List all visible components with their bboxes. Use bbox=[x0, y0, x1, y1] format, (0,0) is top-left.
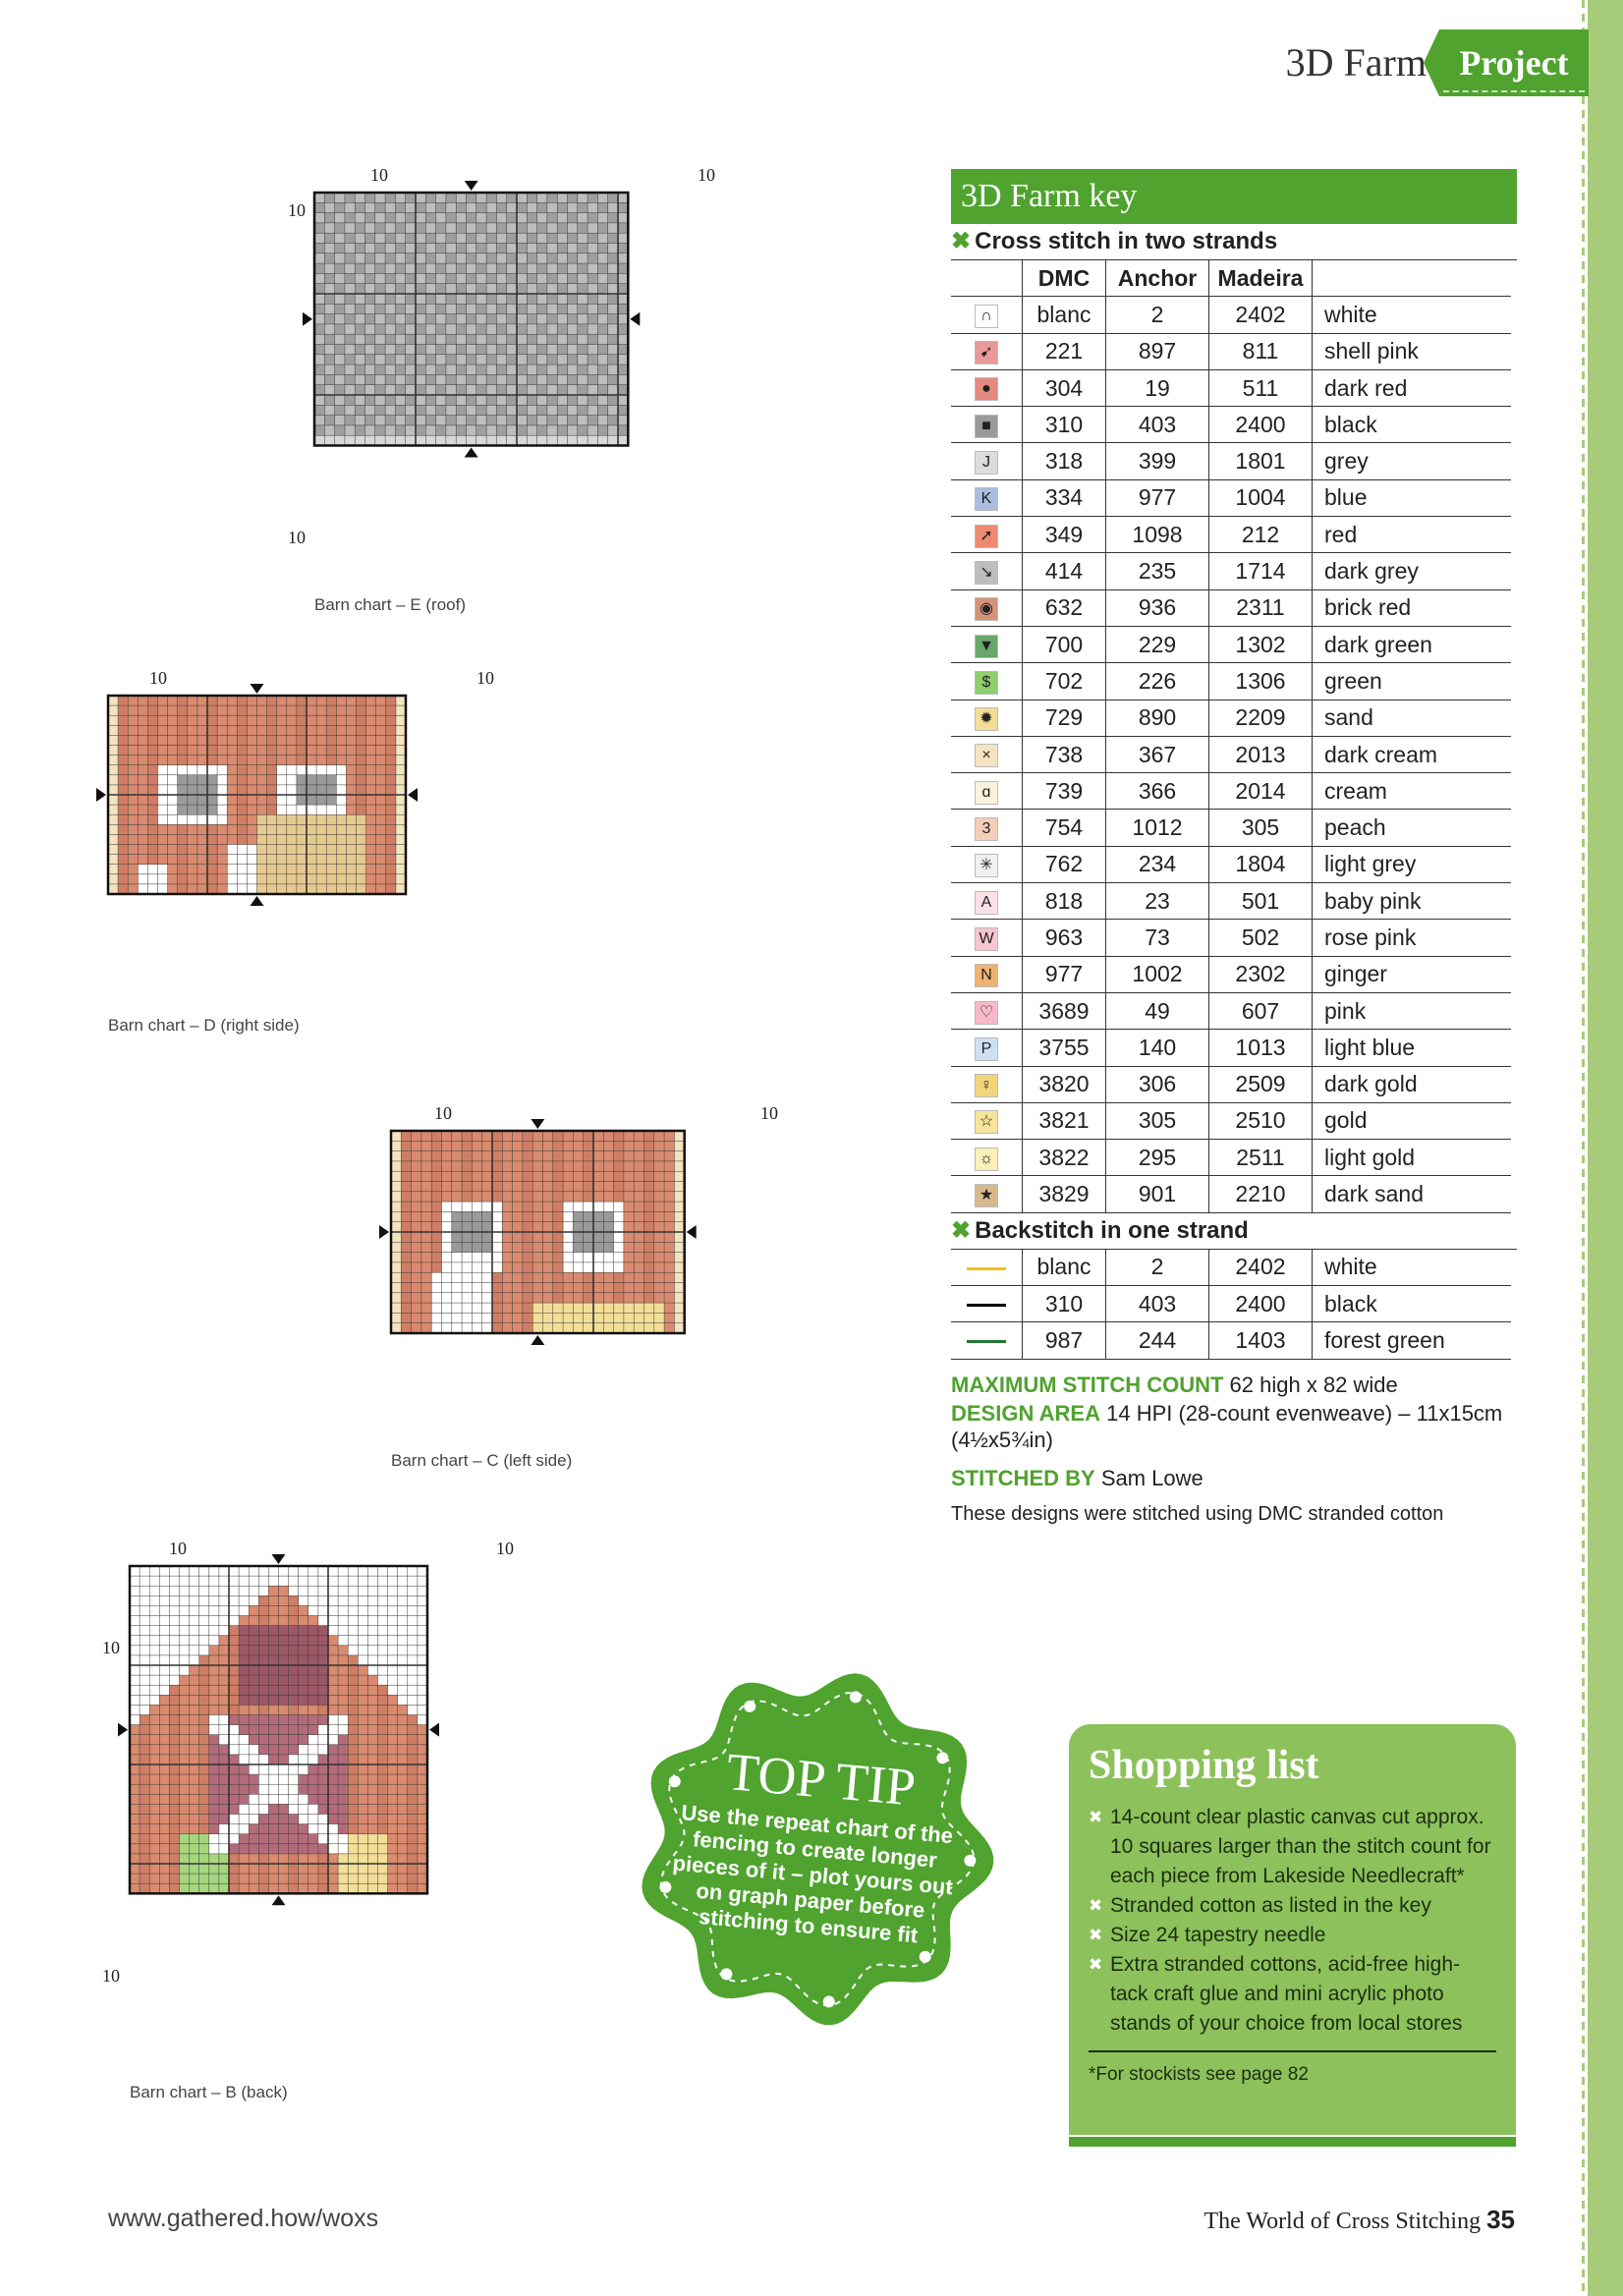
dmc-code: 818 bbox=[1023, 883, 1106, 920]
madeira-code: 1801 bbox=[1209, 443, 1313, 479]
key-row bbox=[951, 626, 1511, 662]
page-edge-strip bbox=[1588, 0, 1623, 2296]
madeira-code: 2400 bbox=[1209, 1286, 1313, 1322]
key-row bbox=[951, 1030, 1511, 1066]
symbol-swatch: ɑ bbox=[975, 781, 998, 805]
madeira-code: 1004 bbox=[1209, 479, 1313, 516]
backstitch-line bbox=[967, 1267, 1006, 1270]
anchor-code: 1012 bbox=[1106, 810, 1209, 846]
footer-magazine: The World of Cross Stitching 35 bbox=[1203, 2205, 1515, 2234]
anchor-code: 235 bbox=[1106, 553, 1209, 589]
dmc-code: 221 bbox=[1023, 333, 1106, 369]
madeira-code: 1013 bbox=[1209, 1030, 1313, 1066]
dmc-code: 310 bbox=[1023, 407, 1106, 443]
axis-label: 10 bbox=[149, 668, 167, 688]
anchor-code: 366 bbox=[1106, 773, 1209, 810]
madeira-code: 511 bbox=[1209, 369, 1313, 406]
colour-name: white bbox=[1313, 297, 1512, 333]
dmc-code: 318 bbox=[1023, 443, 1106, 479]
key-header-row bbox=[951, 260, 1511, 297]
dmc-code: 349 bbox=[1023, 517, 1106, 553]
madeira-code: 607 bbox=[1209, 992, 1313, 1029]
anchor-code: 367 bbox=[1106, 736, 1209, 772]
anchor-code: 73 bbox=[1106, 920, 1209, 956]
key-row bbox=[951, 407, 1511, 443]
symbol-swatch: × bbox=[975, 744, 998, 767]
key-row bbox=[951, 589, 1511, 626]
dmc-code: 3822 bbox=[1023, 1140, 1106, 1176]
madeira-code: 2510 bbox=[1209, 1102, 1313, 1139]
chart-grid bbox=[377, 1117, 699, 1347]
symbol-swatch: ✹ bbox=[975, 707, 998, 731]
key-row bbox=[951, 992, 1511, 1029]
symbol-swatch: J bbox=[975, 451, 998, 475]
thread-key bbox=[951, 169, 1517, 1526]
dmc-code: 729 bbox=[1023, 700, 1106, 736]
anchor-code: 897 bbox=[1106, 333, 1209, 369]
madeira-code: 2209 bbox=[1209, 700, 1313, 736]
anchor-code: 306 bbox=[1106, 1066, 1209, 1102]
madeira-code: 2014 bbox=[1209, 773, 1313, 810]
symbol-swatch: ■ bbox=[975, 415, 998, 438]
dmc-code: 762 bbox=[1023, 846, 1106, 882]
colour-name: dark green bbox=[1313, 626, 1512, 662]
section-tag: Project bbox=[1439, 29, 1589, 96]
colour-name: dark red bbox=[1313, 369, 1512, 406]
chart-grid bbox=[116, 1552, 441, 1907]
madeira-code: 2509 bbox=[1209, 1066, 1313, 1102]
axis-label: 10 bbox=[496, 1539, 514, 1558]
dmc-code: 987 bbox=[1023, 1322, 1106, 1359]
axis-label: 10 bbox=[476, 668, 494, 688]
anchor-code: 2 bbox=[1106, 297, 1209, 333]
colour-name: white bbox=[1313, 1250, 1512, 1286]
key-row bbox=[951, 883, 1511, 920]
dmc-code: 414 bbox=[1023, 553, 1106, 589]
colour-name: dark cream bbox=[1313, 736, 1512, 772]
list-item: ✖ Size 24 tapestry needle bbox=[1089, 1921, 1496, 1950]
col-madeira: Madeira bbox=[1209, 260, 1313, 297]
chart-b-back bbox=[116, 1552, 441, 1907]
anchor-code: 226 bbox=[1106, 663, 1209, 700]
colour-name: shell pink bbox=[1313, 333, 1512, 369]
colour-name: dark gold bbox=[1313, 1066, 1512, 1102]
axis-label: 10 bbox=[102, 1966, 120, 1986]
axis-label: 10 bbox=[169, 1539, 187, 1558]
axis-label: 10 bbox=[102, 1638, 120, 1657]
key-row bbox=[951, 369, 1511, 406]
anchor-code: 977 bbox=[1106, 479, 1209, 516]
backstitch-row bbox=[951, 1250, 1511, 1286]
madeira-code: 501 bbox=[1209, 883, 1313, 920]
stitched-by: STITCHED BY Sam Lowe bbox=[951, 1465, 1203, 1490]
madeira-code: 2402 bbox=[1209, 297, 1313, 333]
chart-c-left-side bbox=[377, 1117, 699, 1347]
madeira-code: 2302 bbox=[1209, 956, 1313, 992]
dmc-code: 310 bbox=[1023, 1286, 1106, 1322]
key-row bbox=[951, 663, 1511, 700]
chart-d-right-side bbox=[94, 682, 420, 908]
axis-label: 10 bbox=[434, 1103, 452, 1123]
colour-name: cream bbox=[1313, 773, 1512, 810]
colour-name: red bbox=[1313, 517, 1512, 553]
list-item: ✖ 14-count clear plastic canvas cut approx. 10 squares larger than the stitch count for each piece from Lakeside Needlecraft* bbox=[1089, 1803, 1496, 1891]
madeira-code: 2311 bbox=[1209, 589, 1313, 626]
colour-name: dark sand bbox=[1313, 1176, 1512, 1212]
axis-label: 10 bbox=[760, 1103, 778, 1123]
thread-note: These designs were stitched using DMC stranded cotton bbox=[951, 1502, 1444, 1525]
madeira-code: 212 bbox=[1209, 517, 1313, 553]
symbol-swatch: ↘ bbox=[975, 561, 998, 585]
madeira-code: 2210 bbox=[1209, 1176, 1313, 1212]
colour-name: dark grey bbox=[1313, 553, 1512, 589]
colour-name: brick red bbox=[1313, 589, 1512, 626]
key-row bbox=[951, 1066, 1511, 1102]
shopping-title: Shopping list bbox=[1089, 1743, 1319, 1788]
anchor-code: 901 bbox=[1106, 1176, 1209, 1212]
madeira-code: 2400 bbox=[1209, 407, 1313, 443]
symbol-swatch: N bbox=[975, 964, 998, 987]
colour-name: peach bbox=[1313, 810, 1512, 846]
anchor-code: 936 bbox=[1106, 589, 1209, 626]
madeira-code: 1714 bbox=[1209, 553, 1313, 589]
anchor-code: 890 bbox=[1106, 700, 1209, 736]
anchor-code: 1098 bbox=[1106, 517, 1209, 553]
dmc-code: 632 bbox=[1023, 589, 1106, 626]
madeira-code: 1306 bbox=[1209, 663, 1313, 700]
symbol-swatch: W bbox=[975, 927, 998, 951]
key-row bbox=[951, 810, 1511, 846]
key-row bbox=[951, 1140, 1511, 1176]
madeira-code: 502 bbox=[1209, 920, 1313, 956]
anchor-code: 305 bbox=[1106, 1102, 1209, 1139]
anchor-code: 1002 bbox=[1106, 956, 1209, 992]
axis-label: 10 bbox=[288, 528, 306, 547]
chart-caption: Barn chart – B (back) bbox=[130, 2083, 288, 2101]
footer-url[interactable]: www.gathered.how/woxs bbox=[108, 2205, 379, 2232]
colour-name: black bbox=[1313, 1286, 1512, 1322]
cross-stitch-heading: ✖ Cross stitch in two strands bbox=[951, 224, 1517, 260]
anchor-code: 399 bbox=[1106, 443, 1209, 479]
madeira-code: 1302 bbox=[1209, 626, 1313, 662]
symbol-swatch: 3 bbox=[975, 817, 998, 841]
anchor-code: 2 bbox=[1106, 1250, 1209, 1286]
anchor-code: 229 bbox=[1106, 626, 1209, 662]
colour-name: rose pink bbox=[1313, 920, 1512, 956]
key-row bbox=[951, 517, 1511, 553]
colour-name: blue bbox=[1313, 479, 1512, 516]
key-row bbox=[951, 736, 1511, 772]
anchor-code: 140 bbox=[1106, 1030, 1209, 1066]
tip-body: Use the repeat chart of the fencing to create longer pieces of it – plot yours out on graph paper before stitching to ensure fit bbox=[671, 1800, 955, 1948]
chart-grid bbox=[94, 682, 420, 908]
key-table bbox=[951, 260, 1511, 1213]
shopping-list bbox=[1069, 1724, 1516, 2135]
backstitch-row bbox=[951, 1322, 1511, 1359]
colour-name: green bbox=[1313, 663, 1512, 700]
dmc-code: 3689 bbox=[1023, 992, 1106, 1029]
colour-name: gold bbox=[1313, 1102, 1512, 1139]
dmc-code: 754 bbox=[1023, 810, 1106, 846]
key-row bbox=[951, 956, 1511, 992]
chart-e-roof bbox=[301, 179, 642, 460]
symbol-swatch: ♡ bbox=[975, 1001, 998, 1025]
colour-name: forest green bbox=[1313, 1322, 1512, 1359]
backstitch-table bbox=[951, 1250, 1511, 1360]
dmc-code: 3820 bbox=[1023, 1066, 1106, 1102]
dmc-code: blanc bbox=[1023, 1250, 1106, 1286]
symbol-swatch: K bbox=[975, 487, 998, 511]
madeira-code: 2402 bbox=[1209, 1250, 1313, 1286]
symbol-swatch: ✳ bbox=[975, 854, 998, 877]
key-row bbox=[951, 1102, 1511, 1139]
key-title: 3D Farm key bbox=[951, 169, 1517, 224]
section-title: 3D Farm bbox=[1285, 40, 1427, 84]
dmc-code: 334 bbox=[1023, 479, 1106, 516]
symbol-swatch: ☆ bbox=[975, 1110, 998, 1134]
cross-icon: ✖ bbox=[951, 228, 972, 254]
colour-name: light gold bbox=[1313, 1140, 1512, 1176]
anchor-code: 295 bbox=[1106, 1140, 1209, 1176]
dmc-code: 702 bbox=[1023, 663, 1106, 700]
key-row bbox=[951, 700, 1511, 736]
symbol-swatch: ● bbox=[975, 377, 998, 401]
shopping-items bbox=[1089, 1803, 1496, 2039]
colour-name: grey bbox=[1313, 443, 1512, 479]
chart-grid bbox=[301, 179, 642, 460]
chart-caption: Barn chart – D (right side) bbox=[108, 1016, 300, 1035]
key-row bbox=[951, 553, 1511, 589]
dmc-code: 738 bbox=[1023, 736, 1106, 772]
page-number: 35 bbox=[1486, 2205, 1515, 2234]
key-row bbox=[951, 920, 1511, 956]
key-row bbox=[951, 297, 1511, 333]
dmc-code: 3821 bbox=[1023, 1102, 1106, 1139]
axis-label: 10 bbox=[288, 200, 306, 220]
symbol-swatch: ◉ bbox=[975, 597, 998, 621]
symbol-swatch: ➚ bbox=[975, 525, 998, 548]
key-row bbox=[951, 443, 1511, 479]
key-row bbox=[951, 479, 1511, 516]
list-item: ✖ Stranded cotton as listed in the key bbox=[1089, 1891, 1496, 1921]
stockists-note: *For stockists see page 82 bbox=[1089, 2050, 1496, 2086]
chart-caption: Barn chart – C (left side) bbox=[391, 1451, 573, 1470]
colour-name: baby pink bbox=[1313, 883, 1512, 920]
key-row bbox=[951, 773, 1511, 810]
colour-name: sand bbox=[1313, 700, 1512, 736]
symbol-swatch: ▼ bbox=[975, 635, 998, 658]
symbol-swatch: ★ bbox=[975, 1184, 998, 1207]
anchor-code: 244 bbox=[1106, 1322, 1209, 1359]
dmc-code: blanc bbox=[1023, 297, 1106, 333]
tip-title: TOP TIP bbox=[724, 1741, 919, 1818]
anchor-code: 234 bbox=[1106, 846, 1209, 882]
axis-label: 10 bbox=[698, 165, 715, 185]
madeira-code: 811 bbox=[1209, 333, 1313, 369]
colour-name: light blue bbox=[1313, 1030, 1512, 1066]
symbol-swatch: ➹ bbox=[975, 341, 998, 364]
colour-name: light grey bbox=[1313, 846, 1512, 882]
chart-caption: Barn chart – E (roof) bbox=[314, 595, 467, 614]
symbol-swatch: $ bbox=[975, 671, 998, 695]
col-anchor: Anchor bbox=[1106, 260, 1209, 297]
backstitch-line bbox=[967, 1340, 1006, 1343]
list-item: ✖ Extra stranded cottons, acid-free high-tack craft glue and mini acrylic photo stands of your choice from local stores bbox=[1089, 1950, 1496, 2039]
anchor-code: 403 bbox=[1106, 1286, 1209, 1322]
symbol-swatch: A bbox=[975, 891, 998, 915]
anchor-code: 19 bbox=[1106, 369, 1209, 406]
key-row bbox=[951, 333, 1511, 369]
symbol-swatch: ☼ bbox=[975, 1148, 998, 1171]
dmc-code: 3755 bbox=[1023, 1030, 1106, 1066]
colour-name: black bbox=[1313, 407, 1512, 443]
backstitch-line bbox=[967, 1304, 1006, 1307]
dmc-code: 304 bbox=[1023, 369, 1106, 406]
stitch-count: MAXIMUM STITCH COUNT 62 high x 82 wide bbox=[951, 1372, 1398, 1397]
dmc-code: 739 bbox=[1023, 773, 1106, 810]
anchor-code: 23 bbox=[1106, 883, 1209, 920]
colour-name: ginger bbox=[1313, 956, 1512, 992]
cross-icon: ✖ bbox=[951, 1216, 972, 1244]
madeira-code: 305 bbox=[1209, 810, 1313, 846]
symbol-swatch: ♀ bbox=[975, 1074, 998, 1097]
madeira-code: 2511 bbox=[1209, 1140, 1313, 1176]
symbol-swatch: P bbox=[975, 1037, 998, 1061]
dmc-code: 700 bbox=[1023, 626, 1106, 662]
backstitch-row bbox=[951, 1286, 1511, 1322]
dmc-code: 963 bbox=[1023, 920, 1106, 956]
col-dmc: DMC bbox=[1023, 260, 1106, 297]
anchor-code: 49 bbox=[1106, 992, 1209, 1029]
anchor-code: 403 bbox=[1106, 407, 1209, 443]
madeira-code: 2013 bbox=[1209, 736, 1313, 772]
symbol-swatch: ∩ bbox=[975, 305, 998, 328]
key-row bbox=[951, 1176, 1511, 1212]
dmc-code: 3829 bbox=[1023, 1176, 1106, 1212]
top-tip-badge bbox=[629, 1660, 1002, 2034]
madeira-code: 1403 bbox=[1209, 1322, 1313, 1359]
madeira-code: 1804 bbox=[1209, 846, 1313, 882]
colour-name: pink bbox=[1313, 992, 1512, 1029]
axis-label: 10 bbox=[370, 165, 388, 185]
design-area: DESIGN AREA 14 HPI (28-count evenweave) – 11x15cm (4½x5¾in) bbox=[951, 1400, 1503, 1452]
backstitch-heading: ✖ Backstitch in one strand bbox=[951, 1213, 1517, 1250]
dmc-code: 977 bbox=[1023, 956, 1106, 992]
key-row bbox=[951, 846, 1511, 882]
